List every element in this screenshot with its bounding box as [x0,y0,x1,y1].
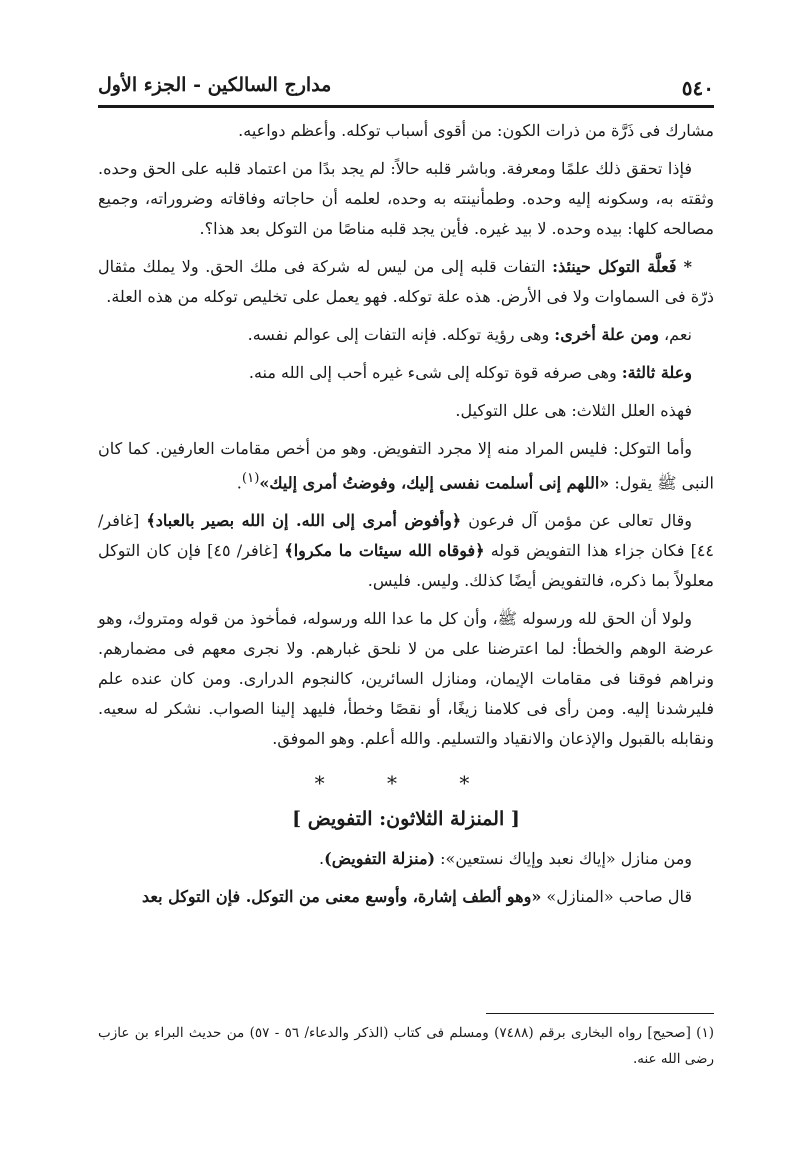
running-head: مدارج السالكين - الجزء الأول [98,74,332,96]
paragraph [98,252,714,312]
footnote: (١) [صحيح] رواه البخارى برقم (٧٤٨٨) ومسلم فى كتاب (الذكر والدعاء/ ٥٦ - ٥٧) من حديث البراء بن عازب رضى الله عنه. [98,1025,714,1067]
paragraph-text: نعم، [658,325,692,344]
paragraph [98,154,714,244]
paragraph-lead: وعلة ثالثة: [621,363,692,382]
page-number: ٥٤٠ [681,76,714,100]
paragraph-text: وهى صرفه قوة توكله إلى شىء غيره أحب إلى الله منه. [248,363,622,382]
paragraph-text: [غافر/ ٤٤] فكان جزاء هذا التفويض قوله [98,511,714,561]
footnote-marker[interactable]: (١) [241,471,260,486]
paragraph-text: وقال تعالى عن مؤمن آل فرعون [461,511,692,531]
header-rule [98,105,714,108]
paragraph [98,882,714,912]
paragraph-text: ومن منازل «إياك نعبد وإياك نستعين»: [435,849,692,869]
section-separator: * * * [314,771,498,796]
paragraph-text: وهى رؤية توكله. فإنه التفات إلى عوالم نفسه. [247,325,555,344]
main-text [98,116,714,920]
paragraph-text: ولولا أن الحق لله ورسوله ﷺ، وأن كل ما عدا الله ورسوله، فمأخوذ من قوله ومتروك، وهو عرضة الوهم والخطأ: لما اعترضنا على من لا نلحق غبارهم. ولا نجرى معهم فى مضمارهم. ونراهم فوقنا فى مقامات الإيمان، ومنازل السائرين، كالنجوم الدرارى. ومن كان عنده علم فليرشدنا إليه. ومن رأى فى كلامنا زيغًا، أو نقصًا وخطأ، فليهد إلينا الصواب. نشكر له سعيه. ونقابله بالقبول والإذعان والانقياد والتسليم. والله أعلم. وهو الموفق. [98,609,714,749]
paragraph [98,396,714,426]
paragraph [98,116,714,146]
paragraph [98,358,714,388]
paragraph-lead: (منزلة التفويض) [324,849,436,869]
paragraph [98,434,714,498]
paragraph [98,320,714,350]
paragraph [98,604,714,754]
paragraph-text: [غافر/ ٤٥] فإن كان التوكل معلولاً بما ذكره، فالتفويض أيضًا كذلك. وليس. فليس. [98,541,714,591]
quran-verse: ﴿فوقاه الله سيئات ما مكروا﴾ [284,541,485,561]
paragraph-text: مشارك فى ذَرَّة من ذرات الكون: من أقوى أسباب توكله. وأعظم دواعيه. [238,121,714,140]
paragraph-text: فإذا تحقق ذلك علمًا ومعرفة. وباشر قلبه حالاً: لم يجد بدًا من اعتماد قلبه على الحق وحده. وثقته به، وسكونه إليه وحده. وطمأنينته به وحده، لعلمه أن حاجاته وفاقاته وضروراته، وجميع مصالحه كلها: بيده وحده. لا بيد غيره. فأين يجد قلبه مناصًا من التوكل بعد هذا؟. [98,159,714,238]
page-header [98,74,714,104]
section-title: [ المنزلة الثلاثون: التفويض ] [292,808,520,831]
paragraph-lead: * فَعلَّة التوكل حينئذ: [552,257,693,276]
paragraph-text: . [236,473,242,493]
paragraph-lead: ومن علة أخرى: [554,325,659,344]
paragraph [98,844,714,874]
quran-verse: ﴿وأفوض أمرى إلى الله. إن الله بصير بالعباد﴾ [146,511,462,531]
paragraph-text: وأما التوكل: فليس المراد منه إلا مجرد التفويض. وهو من أخص مقامات العارفين. كما كان النبى ﷺ يقول: [98,439,714,493]
paragraph-text: التفات قلبه إلى من ليس له شركة فى ملك الحق. ولا يملك مثقال ذرّة فى السماوات ولا فى الأرض. هذه علة توكله. فهو يعمل على تخليص توكله من هذه العلة. [98,257,714,306]
hadith-quote: «اللهم إنى أسلمت نفسى إليك، وفوضتُ أمرى إليك» [259,473,610,493]
quote-text: «وهو ألطف إشارة، وأوسع معنى من التوكل. فإن التوكل بعد [142,887,542,907]
paragraph-text: قال صاحب «المنازل» [541,887,692,907]
footnote-rule [486,1013,714,1014]
paragraph-text: . [319,849,325,869]
paragraph-text: فهذه العلل الثلاث: هى علل التوكيل. [455,401,692,420]
paragraph [98,506,714,596]
